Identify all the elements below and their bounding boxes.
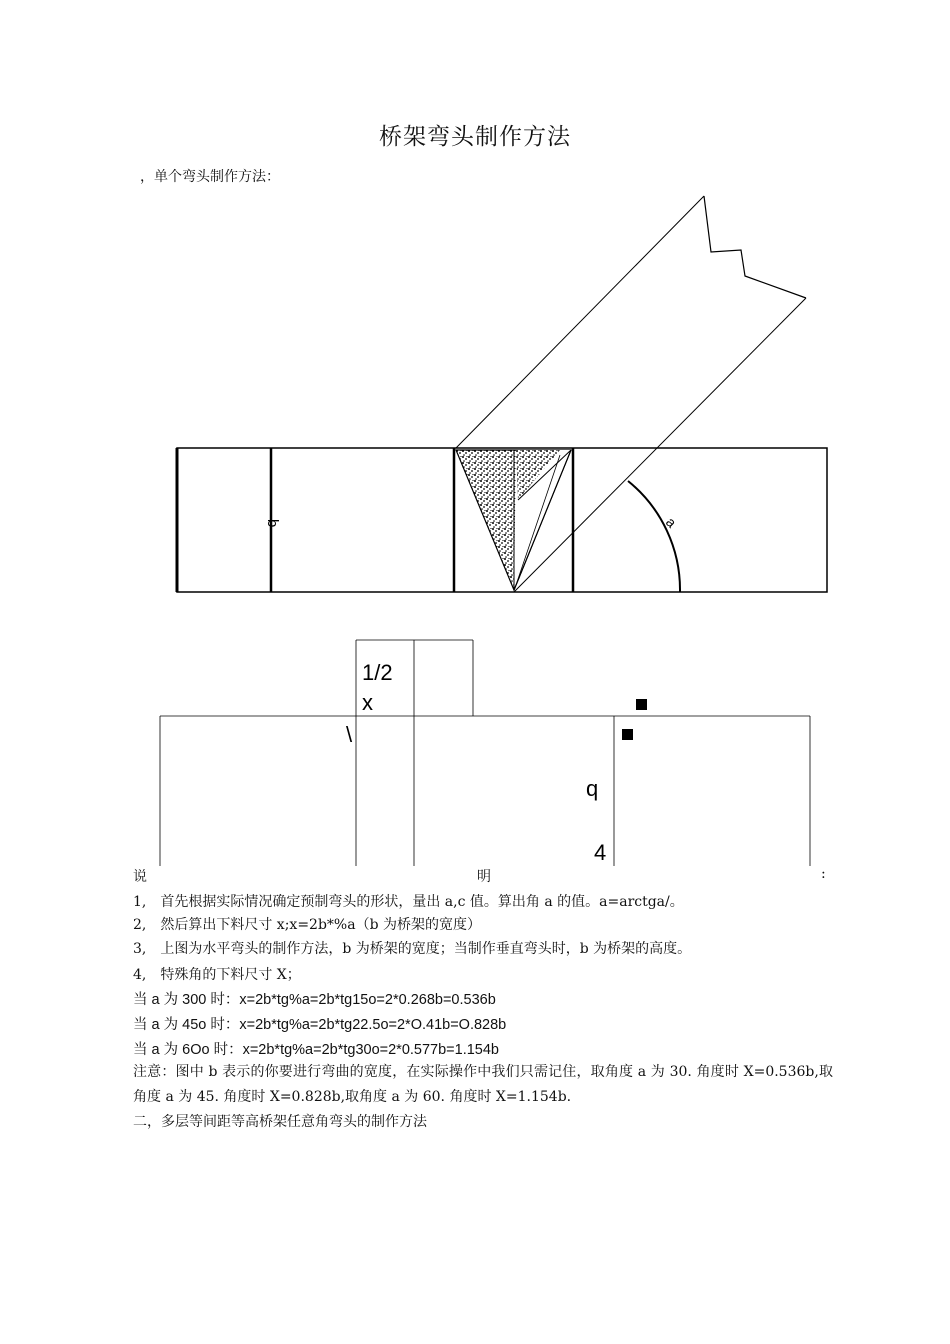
branch-break-line [704, 196, 806, 298]
explain-heading [133, 866, 828, 888]
page-title: 桥架弯头制作方法 [379, 124, 571, 150]
explain-char-2: 明 [477, 869, 491, 885]
label-b: b [264, 519, 281, 528]
square-marker-2 [622, 729, 633, 740]
section-heading-2: 二，多层等间距等高桥架任意角弯头的制作方法 [133, 1114, 427, 1130]
label-x: x [362, 690, 373, 715]
cutting-diagram [0, 630, 950, 870]
list-item: 3, 上图为水平弯头的制作方法，b 为桥架的宽度；当制作垂直弯头时，b 为桥架的高度。 [133, 941, 692, 957]
label-q: q [586, 776, 599, 801]
angle-arc [628, 481, 680, 592]
label-half: 1/2 [362, 660, 393, 685]
branch-edge-upper [456, 196, 704, 448]
square-marker-1 [636, 699, 647, 710]
list-item: 1, 首先根据实际情况确定预制弯头的形状，量出 a,c 值。算出角 a 的值。a=arctga/。 [133, 894, 684, 910]
note-paragraph: 注意：图中 b 表示的你要进行弯曲的宽度，在实际操作中我们只需记住，取角度 a 为 30. 角度时 X=0.536b,取角度 a 为 45. 角度时 X=0.828b,取角度 a 为 60. 角度时 X=1.154b. [133, 1064, 833, 1105]
formula-line: 当 a 为 45o 时：x=2b*tg%a=2b*tg22.5o=2*O.41b=O.828b [133, 1017, 507, 1033]
elbow-diagram [0, 0, 950, 620]
explain-char-1: 说 [133, 869, 147, 885]
formula-line: 当 a 为 6Oo 时：x=2b*tg%a=2b*tg30o=2*0.577b=1.154b [133, 1042, 499, 1058]
list-item: 2, 然后算出下料尺寸 x;x=2b*%a（b 为桥架的宽度） [133, 917, 481, 933]
list-item: 4, 特殊角的下料尺寸 X； [133, 967, 301, 983]
explain-char-3: : [821, 866, 826, 882]
formula-line: 当 a 为 300 时：x=2b*tg%a=2b*tg15o=2*0.268b=0.536b [133, 992, 496, 1008]
branch-edge-lower [514, 298, 806, 592]
label-slash: \ [346, 722, 353, 747]
label-4: 4 [594, 840, 607, 865]
section-heading-1: ，单个弯头制作方法： [140, 169, 280, 185]
label-a: a [662, 513, 680, 531]
